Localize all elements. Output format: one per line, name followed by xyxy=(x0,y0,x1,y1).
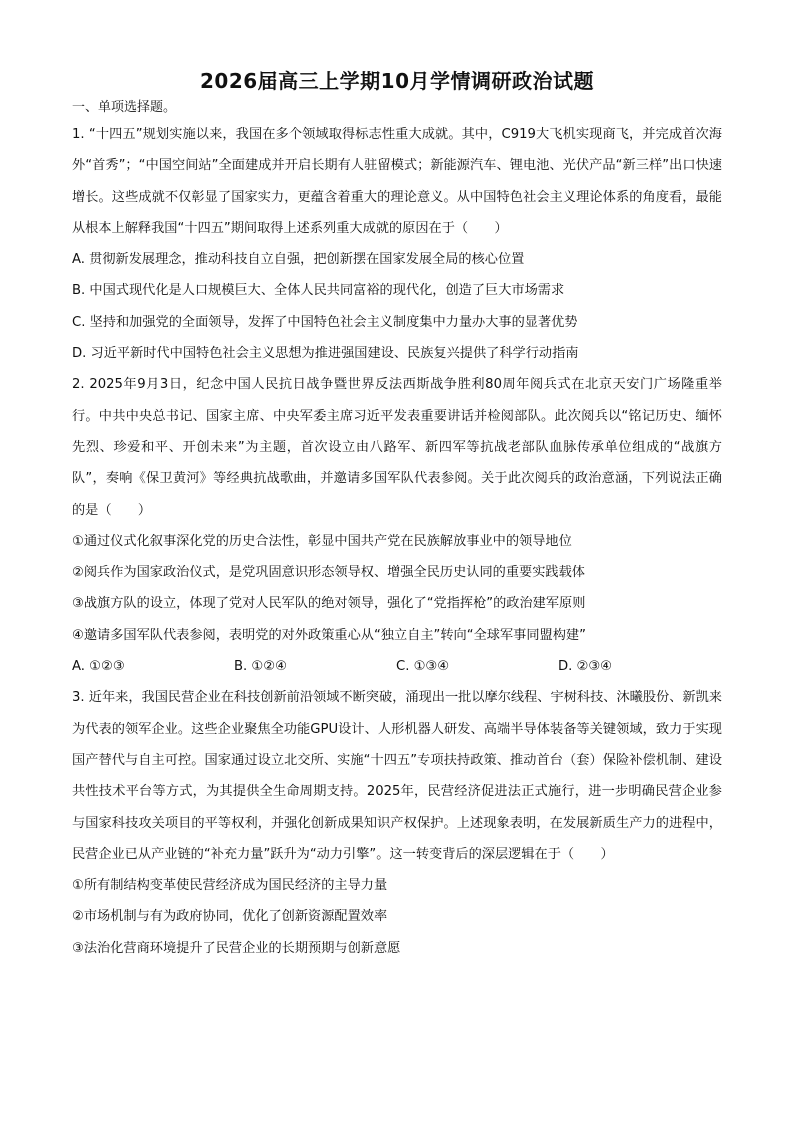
question-2-options xyxy=(72,651,722,682)
question-1-option-d: D. 习近平新时代中国特色社会主义思想为推进强国建设、民族复兴提供了科学行动指南 xyxy=(72,346,579,362)
question-2-option-d: D. ②③④ xyxy=(558,659,613,675)
question-3-statement-3: ③法治化营商环境提升了民营企业的长期预期与创新意愿 xyxy=(72,940,401,956)
question-3 xyxy=(72,682,722,964)
question-1-option-c: C. 坚持和加强党的全面领导，发挥了中国特色社会主义制度集中力量办大事的显著优势 xyxy=(72,314,578,330)
page-title: 2026届高三上学期10月学情调研政治试题 xyxy=(200,69,594,93)
question-2-statement-3: ③战旗方队的设立，体现了党对人民军队的绝对领导，强化了“党指挥枪”的政治建军原则 xyxy=(72,596,586,612)
question-1 xyxy=(72,119,722,369)
question-1-option-a: A. 贯彻新发展理念，推动科技自立自强，把创新摆在国家发展全局的核心位置 xyxy=(72,252,525,268)
question-2-option-a: A. ①②③ xyxy=(72,659,125,675)
exam-page xyxy=(72,66,722,964)
section-heading: 一、单项选择题。 xyxy=(72,100,177,115)
question-1-option-b: B. 中国式现代化是人口规模巨大、全体人民共同富裕的现代化，创造了巨大市场需求 xyxy=(72,283,565,299)
question-2-stem: 2. 2025年9月3日，纪念中国人民抗日战争暨世界反法西斯战争胜利80周年阅兵式在北京天安门广场隆重举行。中共中央总书记、国家主席、中央军委主席习近平发表重要讲话并检阅部队。此次阅兵以“铭记历史、缅怀先烈、珍爱和平、开创未来”为主题，首次设立由八路军、新四军等抗战老部队血脉传承单位组成的“战旗方队”，奏响《保卫黄河》等经典抗战歌曲，并邀请多国军队代表参阅。关于此次阅兵的政治意涵，下列说法正确的是（ ） xyxy=(72,377,722,518)
question-2-option-c: C. ①③④ xyxy=(396,659,450,675)
question-2-statement-1: ①通过仪式化叙事深化党的历史合法性，彰显中国共产党在民族解放事业中的领导地位 xyxy=(72,533,572,549)
question-3-statement-2: ②市场机制与有为政府协同，优化了创新资源配置效率 xyxy=(72,909,388,925)
question-3-stem: 3. 近年来，我国民营企业在科技创新前沿领域不断突破，涌现出一批以摩尔线程、宇树科技、沐曦股份、新凯来为代表的领军企业。这些企业聚焦全功能GPU设计、人形机器人研发、高端半导体装备等关键领域，致力于实现国产替代与自主可控。国家通过设立北交所、实施“十四五”专项扶持政策、推动首台（套）保险补偿机制、建设共性技术平台等方式，为其提供全生命周期支持。2025年，民营经济促进法正式施行，进一步明确民营企业参与国家科技攻关项目的平等权利，并强化创新成果知识产权保护。上述现象表明，在发展新质生产力的进程中，民营企业已从产业链的“补充力量”跃升为“动力引擎”。这一转变背后的深层逻辑在于（ ） xyxy=(72,690,722,862)
question-2 xyxy=(72,369,722,682)
question-3-statement-1: ①所有制结构变革使民营经济成为国民经济的主导力量 xyxy=(72,878,388,894)
question-2-statement-2: ②阅兵作为国家政治仪式，是党巩固意识形态领导权、增强全民历史认同的重要实践载体 xyxy=(72,565,585,581)
question-2-option-b: B. ①②④ xyxy=(234,659,287,675)
question-2-statement-4: ④邀请多国军队代表参阅，表明党的对外政策重心从“独立自主”转向“全球军事同盟构建” xyxy=(72,627,586,643)
question-1-stem: 1. “十四五”规划实施以来，我国在多个领域取得标志性重大成就。其中，C919大飞机实现商飞，并完成首次海外“首秀”；“中国空间站”全面建成并开启长期有人驻留模式；新能源汽车、锂电池、光伏产品“新三样”出口快速增长。这些成就不仅彰显了国家实力，更蕴含着重大的理论意义。从中国特色社会主义理论体系的角度看，最能从根本上解释我国“十四五”期间取得上述系列重大成就的原因在于（ ） xyxy=(72,127,722,236)
